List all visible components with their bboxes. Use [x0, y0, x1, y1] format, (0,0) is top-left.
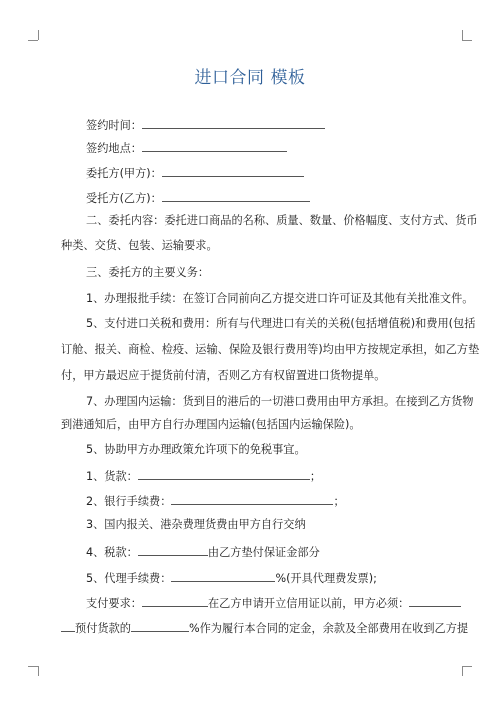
requirement-last-mid: 预付货款的 [75, 622, 131, 635]
section-3-item-5-line-2: 订舱、报关、商检、检疫、运输、保险及银行费用等)均由甲方按规定承担，如乙方垫 [61, 343, 480, 356]
payment-4-field [86, 544, 320, 560]
section-2-line-1: 二、委托内容：委托进口商品的名称、质量、数量、价格幅度、支付方式、货币 [86, 214, 478, 227]
requirement-mid: 在乙方申请开立信用证以前，甲方必须： [207, 597, 410, 610]
payment-5-field [86, 570, 377, 586]
section-3-item-1: 1、办理报批手续：在签订合同前向乙方提交进口许可证及其他有关批准文件。 [86, 292, 474, 305]
sign-place-label: 签约地点： [86, 142, 142, 155]
requirement-last-tail: %作为履行本合同的定金，余款及全部费用在收到乙方提 [188, 622, 469, 635]
sign-place-blank[interactable] [142, 140, 287, 152]
payment-2-blank[interactable] [171, 493, 333, 505]
payment-2-field [86, 493, 345, 509]
sign-time-field [86, 117, 325, 133]
payment-5-tail: %(开具代理费发票); [275, 572, 377, 585]
payment-1-label: 1、货款： [86, 470, 138, 483]
section-3-item-5b: 5、协助甲方办理政策允许项下的免税事宜。 [86, 443, 306, 456]
payment-2-end: ； [333, 495, 345, 508]
payment-4-label: 4、税款： [86, 546, 138, 559]
sign-time-label: 签约时间： [86, 119, 142, 132]
requirement-blank-1[interactable] [142, 595, 208, 607]
section-3-item-5-line-3: 付，甲方最迟应于提货前付清，否则乙方有权留置进口货物提单。 [61, 369, 386, 382]
party-a-label: 委托方(甲方)： [86, 167, 162, 180]
party-b-field [86, 190, 310, 206]
payment-4-blank[interactable] [138, 544, 208, 556]
payment-1-field [86, 468, 321, 484]
payment-3: 3、国内报关、港杂费理货费由甲方自行交纳 [86, 518, 306, 531]
section-3-title: 三、委托方的主要义务： [86, 266, 210, 279]
requirement-blank-2[interactable] [409, 595, 461, 607]
section-3-item-7-line-1: 7、办理国内运输：货到目的港后的一切港口费用由甲方承担。在接到乙方货物 [86, 395, 474, 408]
party-b-blank[interactable] [162, 190, 310, 202]
section-2-line-2: 种类、交货、包装、运输要求。 [61, 239, 218, 252]
payment-4-tail: 由乙方垫付保证金部分 [207, 546, 320, 559]
requirement-blank-4[interactable] [131, 620, 189, 632]
payment-5-label: 5、代理手续费： [86, 572, 172, 585]
payment-5-blank[interactable] [171, 570, 275, 582]
document-title: 进口合同 模板 [194, 68, 306, 88]
payment-requirement-line-2 [61, 620, 468, 636]
section-3-item-5-line-1: 5、支付进口关税和费用：所有与代理进口有关的关税(包括增值税)和费用(包括 [86, 317, 476, 330]
sign-time-blank[interactable] [142, 117, 325, 129]
requirement-label: 支付要求： [86, 597, 142, 610]
payment-2-label: 2、银行手续费： [86, 495, 172, 508]
party-b-label: 受托方(乙方)： [86, 192, 162, 205]
payment-1-blank[interactable] [138, 468, 310, 480]
payment-1-end: ； [309, 470, 322, 483]
requirement-blank-3[interactable] [61, 620, 75, 632]
party-a-blank[interactable] [162, 165, 304, 177]
party-a-field [86, 165, 304, 181]
sign-place-field [86, 140, 287, 156]
payment-requirement-line-1 [86, 595, 461, 611]
section-3-item-7-line-2: 到港通知后，由甲方自行办理国内运输(包括国内运输保险)。 [61, 418, 361, 431]
